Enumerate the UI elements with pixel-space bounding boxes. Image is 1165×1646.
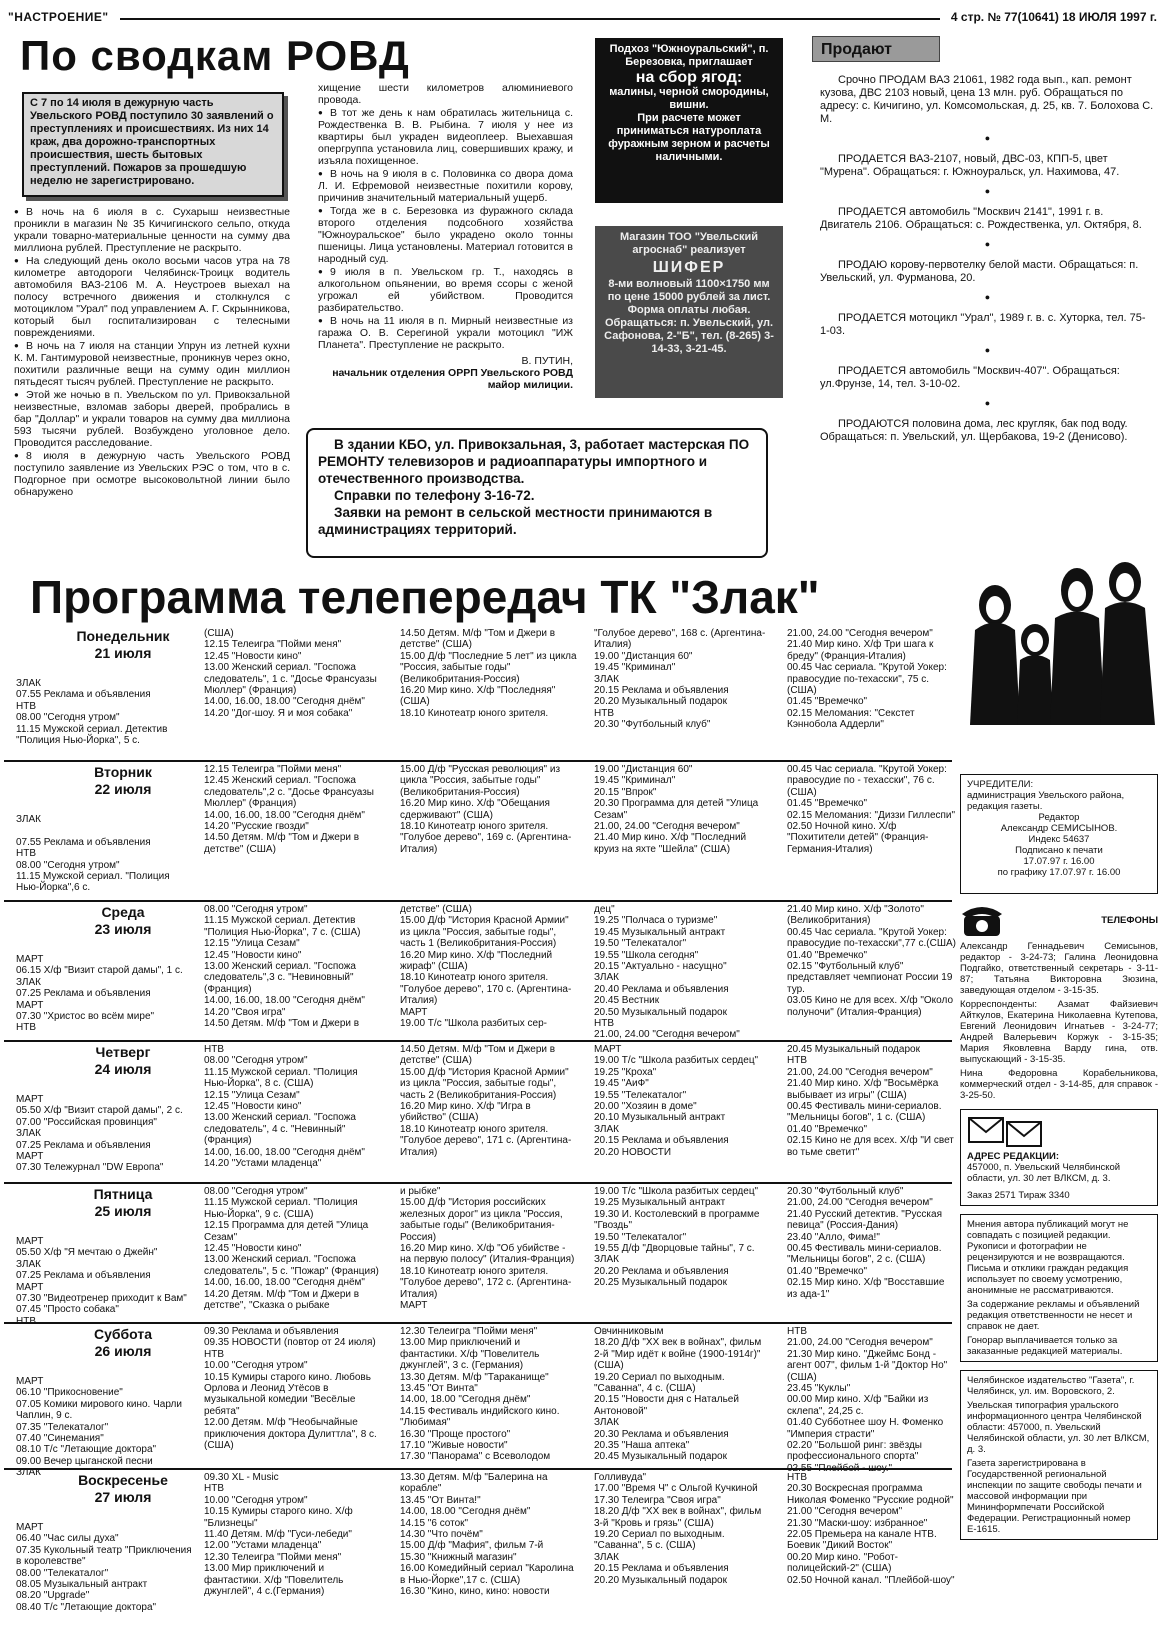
signed-label: Подписано к печати <box>1015 845 1103 856</box>
tv-listing-column <box>204 1326 382 1451</box>
tv-listing-text: 21.40 Мир кино. Х/ф "Золото" (Великобритания) 00.45 Час сериала. "Крутой Уокер: правосудие по-техасски",77 с.(США) 01.40 "Времечко" 02.15 "Футбольный клуб" представляет чемпионат России 19 тур. 03.05 Кино не для всех. Х/ф "Около полуночи" (Италия-Франция) <box>787 904 956 1018</box>
tv-day-row <box>4 626 952 758</box>
fee-note: Гонорар выплачивается только за заказанные редакцией материалы. <box>967 1335 1123 1357</box>
printer-text: Увельская типография уральского информационного центра Челябинской области: 457000, п. Увельский Челябинской области, ул. 30 лет ВЛКСМ, д. 3. <box>967 1400 1150 1455</box>
tv-day-heading <box>48 1044 198 1078</box>
tv-day-date: 21 июля <box>94 645 152 661</box>
sale-item: ПРОДАЕТСЯ ВАЗ-2107, новый, ДВС-03, КПП-5, цвет "Мурена". Обращаться: г. Южноуральск, ул. Нахимова, 47. <box>820 153 1120 178</box>
tv-listing-column <box>16 1094 194 1174</box>
tv-listing-text: НТВ 21.00, 24.00 "Сегодня вечером" 21.30 Мир кино. "Джеймс Бонд - агент 007", фильм 1-й "Доктор Но" (США) 23.45 "Куклы" 00.00 Мир кино. Х/ф "Байки из склепа", 24,25 с. 01.40 Субботнее шоу Н. Фоменко "Империя страсти" 02.20 "Большой ринг: звёзды профессионального спорта" 02.55 "Плейбой - шоу." <box>787 1326 948 1474</box>
rovd-lead: С 7 по 14 июля в дежурную часть Увельского РОВД поступило 30 заявлений о преступлениях и происшествиях. Из них 14 краж, два дорожно-транспортных происшествия, шесть бытовых преступлений. Пожаров за прошедшую неделю не зарегистрировано. <box>22 92 284 197</box>
tv-listing-column <box>400 764 578 855</box>
tv-day-date: 24 июля <box>94 1061 152 1077</box>
berries-ad <box>595 38 783 203</box>
ad-headline: ШИФЕР <box>652 259 726 276</box>
ad-phone: Справки по телефону 3-16-72. <box>334 488 535 503</box>
tv-day-heading <box>48 904 198 938</box>
publisher-text: Челябинское издательство "Газета", г. Челябинск, ул. им. Воровского, 2. <box>967 1375 1135 1397</box>
tv-listing-text: 08.00 "Сегодня утром" 11.15 Мужской сериал. "Полиция Нью-Йорка", 9 с. (США) 12.15 Программа для детей "Улица Сезам" 12.45 "Новости кино" 13.00 Женский сериал. "Госпожа следователь", 5 с. "Пожар" (Франция) 14.00, 16.00, 18.00 "Сегодня днём" 14.20 Детям. М/ф "Том и Джери в детстве", "Сказка о рыбаке <box>204 1186 379 1312</box>
editor-name: Александр СЕМИСЫНОВ. <box>1000 823 1118 834</box>
tv-listing-column <box>594 1186 772 1289</box>
tv-day-name: Среда <box>101 904 145 920</box>
sales-heading: Продают <box>812 36 940 62</box>
telephone-icon <box>960 902 1004 938</box>
tv-listing-column <box>204 1044 382 1169</box>
tv-day-heading <box>48 1326 198 1360</box>
tv-day-name: Понедельник <box>76 628 170 644</box>
tv-listing-text: НТВ 08.00 "Сегодня утром" 11.15 Мужской сериал. "Полиция Нью-Йорка", 8 с. (США) 12.15 "Улица Сезам" 12.45 "Новости кино" 13.00 Женский сериал. "Госпожа следователь", 4 с. "Невинный" (Франция) 14.00, 16.00, 18.00 "Сегодня днём" 14.20 "Устами младенца" <box>204 1044 365 1170</box>
tv-listing-text: МАРТ 06.40 "Час силы духа" 07.35 Кукольный театр "Приключения в королевстве" 08.00 "Телекаталог" 08.05 Музыкальный антракт 08.20 "Upgrade" 08.40 Т/с "Летающие доктора" <box>16 1522 192 1613</box>
tv-day-row <box>4 1040 952 1182</box>
tv-listing-column <box>400 628 578 719</box>
tv-listing-column <box>204 1472 382 1597</box>
tv-listing-text: МАРТ 05.50 Х/ф "Я мечтаю о Джейн" ЗЛАК 07.25 Реклама и объявления МАРТ 07.30 "Видеотренер приходит к Вам" 07.45 "Просто собака" НТВ <box>16 1236 187 1327</box>
ads-note: За содержание рекламы и объявлений редакция ответственности не несет и справок не дает. <box>967 1299 1140 1332</box>
rovd-column-1 <box>14 206 290 499</box>
tv-listing-column <box>16 1236 194 1327</box>
tv-day-row <box>4 900 956 1041</box>
separator-dot: ● <box>984 186 991 196</box>
tv-listing-text: 19.00 Т/с "Школа разбитых сердец" 19.25 Музыкальный антракт 19.30 И. Костолевский в программе "Гвоздь" 19.50 "Телекаталог" 19.55 Д/ф "Дворцовые тайны", 7 с. ЗЛАК 20.20 Реклама и объявления 20.25 Музыкальный подарок <box>594 1186 760 1289</box>
separator-dot: ● <box>984 239 991 249</box>
tv-listing-column <box>400 1472 578 1597</box>
tv-listing-column <box>787 628 957 731</box>
separator-dot: ● <box>984 398 991 408</box>
founders-text: администрация Увельского района, редакция газеты. <box>967 790 1125 812</box>
sale-item: Срочно ПРОДАМ ВАЗ 21061, 1982 года вып., кап. ремонт кузова, ДВС 2103 новый, цена 13 млн. руб. Обращаться по адресу: с. Кичигино, ул. Комсомольская, д. 25, кв. 7. Болохова С. М. <box>820 74 1154 125</box>
tv-day-date: 22 июля <box>94 781 152 797</box>
report-item: ● В ночь на 11 июля в п. Мирный неизвестные из гаража О. В. Серегиной украли мотоцикл "ИЖ Планета". Преступление не раскрыто. <box>318 315 573 351</box>
tv-listing-text: 08.00 "Сегодня утром" 11.15 Мужской сериал. Детектив "Полиция Нью-Йорка", 7 с. (США) 12.15 "Улица Сезам" 12.45 "Новости кино" 13.00 Женский сериал. "Госпожа следователь",3 с. "Невиновный" (Франция) 14.00, 16.00, 18.00 "Сегодня днём" 14.20 "Своя игра" 14.50 Детям. М/ф "Том и Джери в <box>204 904 365 1030</box>
rovd-column-2 <box>318 82 573 391</box>
tv-listing-text: 09.30 XL - Music НТВ 10.00 "Сегодня утром" 10.15 Кумиры старого кино. Х/ф "Близнецы" 11.40 Детям. М/ф "Гуси-лебеди" 12.00 "Устами младенца" 12.30 Телеигра "Пойми меня" 13.00 Мир приключений и фантастики. Х/ф "Повелитель джунглей", 4 с.(Германия) <box>204 1472 353 1598</box>
tv-listing-text: МАРТ 06.10 "Прикосновение" 07.05 Комики мирового кино. Чарли Чаплин, 9 с. 07.35 "Телекаталог" 07.40 "Синемания" 08.10 Т/с "Летающие доктора" 09.00 Вечер цыганской песни ЗЛАК <box>16 1376 182 1479</box>
tv-listing-text: Голливуда" 17.00 "Время Ч" с Ольгой Кучкиной 17.30 Телеигра "Своя игра" 18.20 Д/ф "ХХ век в войнах", фильм 3-й "Кровь и грязь" (США) 19.20 Сериал по выходным. "Саванна", 5 с. (США) ЗЛАК 20.15 Реклама и объявления 20.20 Музыкальный подарок <box>594 1472 762 1586</box>
founders-box <box>960 774 1158 894</box>
tv-listing-text: и рыбке" 15.00 Д/ф "История российских железных дорог" из цикла "Россия, забытые годы" (Великобритания-Россия) 16.20 Мир кино. Х/ф "Об убийстве - на первую полосу" (Италия-Франция) 18.10 Кинотеатр юного зрителя. "Голубое дерево", 172 с. (Аргентина-Италия) МАРТ <box>400 1186 575 1312</box>
tv-listing-column <box>787 1186 957 1300</box>
notes-box <box>960 1214 1158 1362</box>
tv-listing-column <box>594 628 772 731</box>
tv-listing-text: МАРТ 19.00 Т/с "Школа разбитых сердец" 19.25 "Кроха" 19.45 "АиФ" 19.55 "Телекаталог" 20.00 "Хозяин в доме" 20.10 Музыкальный антракт ЗЛАК 20.15 Реклама и объявления 20.20 НОВОСТИ <box>594 1044 759 1158</box>
sale-item: ПРОДАЕТСЯ автомобиль "Москвич-407". Обращаться: ул.Фрунзе, 14, тел. 3-10-02. <box>820 365 1120 390</box>
sale-item: ПРОДАЮ корову-первотелку белой масти. Обращаться: п. Увельский, ул. Фурманова, 20. <box>820 259 1139 284</box>
tv-listing-column <box>204 628 382 719</box>
ad-text: 8-ми волновый 1100×1750 мм по цене 15000 рублей за лист. Форма оплаты любая. Обращаться: п. Увельский, ул. Сафонова, 2-"Б", тел. (8-265) 3-14-33, 3-21-45. <box>604 278 774 355</box>
tv-listing-text: 13.30 Детям. М/ф "Балерина на корабле" 13.45 "От Винта!" 14.00, 18.00 "Сегодня днём" 14.15 "6 соток" 14.30 "Что почём" 15.00 Д/ф "Мафия", фильм 7-й 15.30 "Книжный магазин" 16.00 Комедийный сериал "Каролина в Нью-Йорке",17 с. (США) 16.30 "Кино, кино, кино: новости <box>400 1472 574 1598</box>
report-item: ● На следующий день около восьми часов утра на 78 километре автодороги Челябинск-Троицк водитель автомобиля ВАЗ-2106 М. А. Неустроев выехал на полосу встречного движения и столкнулся с мотоциклом "Урал" под управлением А. Г. Скрынникова, который был госпитализирован с телесными повреждениями. <box>14 255 290 339</box>
ad-text: Подхоз "Южноуральский", п. Березовка, приглашает <box>609 43 769 68</box>
tv-day-name: Пятница <box>93 1186 153 1202</box>
tv-listing-column <box>594 1326 772 1463</box>
report-item: ● В ночь на 9 июля в с. Половинка со двора дома Л. И. Ефремовой неизвестные похитили корову, причинив значительный материальный ущерб. <box>318 168 573 204</box>
ad-text: При расчете может приниматься натуроплата фуражным зерном и расчеты наличными. <box>608 112 770 163</box>
schedule-time: по графику 17.07.97 г. 16.00 <box>997 867 1121 878</box>
tv-listing-text: 12.30 Телеигра "Пойми меня" 13.00 Мир приключений и фантастики. Х/ф "Повелитель джунглей", 3 с. (Германия) 13.30 Детям. М/ф "Тараканище" 13.45 "От Винта" 14.00, 18.00 "Сегодня днём" 14.15 Фестиваль индийского кино. "Любимая" 16.30 "Проще простого" 17.10 "Живые новости" 17.30 "Панорама" с Всеволодом <box>400 1326 560 1463</box>
tv-day-heading <box>48 764 198 798</box>
separator-dot: ● <box>984 292 991 302</box>
rovd-title: По сводкам РОВД <box>20 32 410 79</box>
address-label: АДРЕС РЕДАКЦИИ: <box>967 1151 1060 1162</box>
tv-listing-text: детстве" (США) 15.00 Д/ф "История Красной Армии" из цикла "Россия, забытые годы", часть 1 (Великобритания-Россия) 16.20 Мир кино. Х/ф "Последний жираф" (США) 18.10 Кинотеатр юного зрителя. "Голубое дерево", 170 с. (Аргентина-Италия) МАРТ 19.00 Т/с "Школа разбитых сер- <box>400 904 572 1030</box>
tv-day-row <box>4 1182 952 1327</box>
tv-day-row <box>4 1322 952 1479</box>
ad-text: малины, черной смородины, вишни. <box>609 86 769 111</box>
imprint-sidebar <box>960 774 1158 1540</box>
tv-listing-text: Овчинниковым 18.20 Д/ф "ХХ век в войнах", фильм 2-й "Мир идёт к войне (1900-1914г)" (США) 19.20 Сериал по выходным. "Саванна", 4 с. (США) 20.15 "Новости дня с Натальей Антоновой" ЗЛАК 20.30 Реклама и объявления 20.35 "Наша аптека" 20.45 Музыкальный подарок <box>594 1326 762 1463</box>
separator-dot: ● <box>984 345 991 355</box>
address-text: 457000, п. Увельский Челябинской области, ул. 30 лет ВЛКСМ, д. 3. <box>967 1162 1121 1184</box>
tv-listing-text: МАРТ 06.15 Х/ф "Визит старой дамы", 1 с. ЗЛАК 07.25 Реклама и объявления МАРТ 07.30 "Христос во всём мире" НТВ <box>16 954 183 1034</box>
slate-ad <box>595 226 783 398</box>
sale-item: ПРОДАЮТСЯ половина дома, лес кругляк, бак под воду. Обращаться: п. Увельский, ул. Щербакова, 19-2 (Денисово). <box>820 418 1128 443</box>
tv-listing-column <box>594 764 772 855</box>
commercial-text: Нина Федоровна Корабельникова, коммерческий отдел - 3-14-85, для справок - 3-25-50. <box>960 1068 1158 1101</box>
tv-listing-column <box>787 904 957 1018</box>
tv-listing-column <box>16 1376 194 1479</box>
signature-title: начальник отделения ОРРП Увельского РОВД майор милиции. <box>332 367 573 391</box>
tv-day-name: Суббота <box>93 1326 153 1342</box>
tv-listing-text: НТВ 20.30 Воскресная программа Николая Фоменко "Русские родной" 21.00 "Сегодня вечером" 21.30 "Маски-шоу: избранное" 22.05 Премьера на канале НТВ. Боевик "Дикий Восток" 00.20 Мир кино. "Робот-полицейский-2" (США) 02.50 Ночной канал. "Плейбой-шоу" <box>787 1472 955 1586</box>
phones-header <box>960 902 1158 938</box>
tv-day-date: 23 июля <box>94 921 152 937</box>
disclaimer-text: Мнения автора публикаций могут не совпадать с позицией редакции. Рукописи и фотографии не рецензируются и не возвращаются. Письма и отклики граждан редакция использует по своему усмотрению, анонимные не рассматриваются. <box>967 1219 1129 1296</box>
tv-listing-text: "Голубое дерево", 168 с. (Аргентина-Италия) 19.00 "Дистанция 60" 19.45 "Криминал" ЗЛАК 20.15 Реклама и объявления 20.20 Музыкальный подарок НТВ 20.30 "Футбольный клуб" <box>594 628 766 731</box>
report-item: хищение шести километров алюминиевого провода. <box>318 82 573 106</box>
tv-listing-text: МАРТ 05.50 Х/ф "Визит старой дамы", 2 с. 07.00 "Российская провинция" ЗЛАК 07.25 Реклама и объявления МАРТ 07.30 Тележурнал "DW Европа" <box>16 1094 183 1174</box>
tv-day-name: Четверг <box>95 1044 151 1060</box>
tv-listing-column <box>787 1326 957 1474</box>
tv-day-date: 26 июля <box>94 1343 152 1359</box>
tv-listing-column <box>787 764 957 855</box>
report-item: ● 9 июля в п. Увельском гр. Т., находясь в алкогольном опьянении, во время ссоры с женой угрожал ей убийством. Проводится разбирательство. <box>318 266 573 314</box>
address-box <box>960 1109 1158 1206</box>
tv-listing-text: ЗЛАК 07.55 Реклама и объявления НТВ 08.00 "Сегодня утром" 11.15 Мужской сериал. "Полиция Нью-Йорка",6 с. <box>16 814 170 894</box>
tv-listing-text: 20.30 "Футбольный клуб" 21.00, 24.00 "Сегодня вечером" 21.40 Русский детектив. "Русская певица" (Россия-Дания) 23.40 "Алло, Фима!" 00.45 Фестиваль мини-сериалов. "Мельницы богов", 2 с. (США) 01.40 "Времечко" 02.15 Мир кино. Х/ф "Восставшие из ада-1" <box>787 1186 945 1300</box>
order-info: Заказ 2571 Тираж 3340 <box>967 1190 1070 1201</box>
tv-day-row <box>4 760 956 900</box>
sale-item: ПРОДАЕТСЯ автомобиль "Москвич 2141", 1991 г. в. Двигатель 2106. Обращаться: с. Рождественка, ул. Октября, 8. <box>820 206 1142 231</box>
tv-listing-text: 21.00, 24.00 "Сегодня вечером" 21.40 Мир кино. Х/ф Три шага к бреду" (Франция-Италия) 00.45 Час сериала. "Крутой Уокер: правосудие по-техасски", 75 с. (США) 01.45 "Времечко" 02.15 Меломания: "Секстет Кэннобола Аддерли" <box>787 628 947 731</box>
phones-text: Александр Геннадьевич Семисынов, редактор - 3-24-73; Галина Леонидовна Подгайко, ответственный секретарь - 3-11-87; Татьяна Викторовна Зюзина, заведующая отделом - 3-15-35. <box>960 941 1158 996</box>
report-item: ● 8 июля в дежурную часть Увельского РОВД поступило заявление из Увельских РЭС о том, что в с. Подгорное при осмотре высоковольтной линии было обнаружено <box>14 450 290 498</box>
tv-listing-text: 00.45 Час сериала. "Крутой Уокер: правосудие по - техасски", 76 с. (США) 01.45 "Времечко" 02.15 Меломания: "Диззи Гиллеспи" 02.50 Ночной кино. Х/ф "Похитители детей" (Франция-Германия-Италия) <box>787 764 956 855</box>
tv-listing-column <box>787 1472 957 1586</box>
phones-label: ТЕЛЕФОНЫ <box>1101 914 1158 926</box>
tv-listing-column <box>594 1044 772 1158</box>
header-rule <box>120 18 940 20</box>
tv-title: Программа телепередач ТК "Злак" <box>30 571 820 623</box>
tv-day-heading <box>48 1472 198 1506</box>
tv-listing-column <box>16 1522 194 1613</box>
tv-listing-text: (США) 12.15 Телеигра "Пойми меня" 12.45 "Новости кино" 13.00 Женский сериал. "Госпожа следователь", 1 с. "Досье Франсуазы Мюллер" (Франция) 14.00, 16.00, 18.00 "Сегодня днём" 14.20 "Дог-шоу. Я и моя собака" <box>204 628 377 719</box>
section-name: "НАСТРОЕНИЕ" <box>8 10 109 24</box>
sales-list <box>820 74 1155 447</box>
tv-listing-column <box>400 1186 578 1311</box>
tv-listing-column <box>594 1472 772 1586</box>
tv-listing-text: 20.45 Музыкальный подарок НТВ 21.00, 24.00 "Сегодня вечером" 21.40 Мир кино. Х/ф "Восьмёрка выбывает из игры" (США) 00.45 Фестиваль мини-сериалов. "Мельницы богов", 1 с. (США) 01.40 "Времечко" 02.15 Кино не для всех. Х/ф "И свет во тьме светит" <box>787 1044 954 1158</box>
tv-listing-text: 19.00 "Дистанция 60" 19.45 "Криминал" 20.15 "Впрок" 20.30 Программа для детей "Улица Сезам" 21.00, 24.00 "Сегодня вечером" 21.40 Мир кино. Х/ф "Последний круиз на яхте "Шейла" (США) <box>594 764 759 855</box>
signature-name: В. ПУТИН, <box>521 355 573 367</box>
tv-day-date: 25 июля <box>94 1203 152 1219</box>
report-item: ● В ночь на 7 июля на станции Упрун из летней кухни К. М. Гантимуровой неизвестные, проникнув через окно, похитили различные вещи на сумму один миллион пятьдесят тысяч рублей. Преступление не раскрыто. <box>14 340 290 388</box>
tv-listing-column <box>204 904 382 1029</box>
ad-text: Магазин ТОО "Увельский агроснаб" реализует <box>619 231 759 256</box>
tv-listing-column <box>400 904 578 1029</box>
tv-day-name: Вторник <box>94 764 152 780</box>
report-item: ● В ночь на 6 июля в с. Сухарыш неизвестные проникли в магазин № 35 Кичигинского сельпо, откуда украли товарно-материальные ценности на сумму два миллиона рублей. Преступление не раскрыто. <box>14 206 290 254</box>
signature <box>318 355 573 391</box>
tv-day-heading <box>48 1186 198 1220</box>
subscription-index: Индекс 54637 <box>1028 834 1090 845</box>
tv-day-row <box>4 1468 955 1644</box>
ad-headline: на сбор ягод: <box>635 69 743 86</box>
tv-listing-column <box>16 678 194 746</box>
correspondents-text: Корреспонденты: Азамат Файзиевич Айткулов, Екатерина Николаевна Кутепова, Евгений Леонидович Игнатьев - 3-24-77; Андрей Валерьевич Коржук - 3-15-35; Мария Яковлевна Варду гина, отв. выпускающий - 3-15-35. <box>960 999 1158 1065</box>
ad-text: В здании КБО, ул. Привокзальная, 3, работает мастерская ПО РЕМОНТУ телевизоров и радиоаппаратуры импортного и отечественного производства. <box>318 437 750 486</box>
ad-text: Заявки на ремонт в сельской местности принимаются в администрациях территорий. <box>318 505 713 537</box>
report-item: ● Тогда же в с. Березовка из фуражного склада второго отделения подсобного хозяйства "Южноуральское" было украдено около тонны пшеницы. Лица установлены. Материал готовится в народный суд. <box>318 205 573 265</box>
issue-info: 4 стр. № 77(10641) 18 ИЮЛЯ 1997 г. <box>950 10 1157 24</box>
registration-text: Газета зарегистрирована в Государственной региональной инспекции по защите свободы печати и массовой информации при Мининформпечати Российской Федерации. Регистрационный номер Е-1615. <box>967 1458 1142 1535</box>
tv-listing-column <box>16 814 194 894</box>
signed-time: 17.07.97 г. 16.00 <box>1023 856 1095 867</box>
tv-listing-text: 14.50 Детям. М/ф "Том и Джери в детстве" (США) 15.00 Д/ф "История Красной Армии" из цикла "Россия, забытые годы", часть 2 (Великобритания-Россия) 16.20 Мир кино. Х/ф "Игра в убийство" (США) 18.10 Кинотеатр юного зрителя. "Голубое дерево", 171 с. (Аргентина-Италия) <box>400 1044 572 1158</box>
founders-label: УЧРЕДИТЕЛИ: <box>967 779 1034 790</box>
tv-listing-text: 15.00 Д/ф "Русская революция" из цикла "Россия, забытые годы" (Великобритания-Россия) 16.20 Мир кино. Х/ф "Обещания сдерживают" (США) 18.10 Кинотеатр юного зрителя. "Голубое дерево", 169 с. (Аргентина-Италия) <box>400 764 572 855</box>
tv-day-date: 27 июля <box>94 1489 152 1505</box>
separator-dot: ● <box>984 133 991 143</box>
tv-listing-column <box>204 764 382 855</box>
report-item: ● В тот же день к нам обратилась жительница с. Рождественка В. В. Рыбина. 7 июля у нее из квартиры был украден видеоплеер. Выехавшая опергруппа установила лиц, совершивших кражу, и изъяла похищенное. <box>318 107 573 167</box>
tv-listing-column <box>594 904 772 1041</box>
repair-shop-ad <box>306 428 768 558</box>
tv-day-heading <box>48 628 198 662</box>
editor-label: Редактор <box>1038 812 1080 823</box>
sale-item: ПРОДАЕТСЯ мотоцикл "Урал", 1989 г. в. с. Хуторка, тел. 75-1-03. <box>820 312 1146 337</box>
tv-listing-text: 14.50 Детям. М/ф "Том и Джери в детстве" (США) 15.00 Д/ф "Последние 5 лет" из цикла "Россия, забытые годы" (Великобритания-Россия) 16.20 Мир кино. Х/ф "Последняя" (США) 18.10 Кинотеатр юного зрителя. <box>400 628 577 719</box>
tv-listing-text: 12.15 Телеигра "Пойми меня" 12.45 Женский сериал. "Госпожа следователь",2 с. "Досье Франсуазы Мюллер" (Франция) 14.00, 16.00, 18.00 "Сегодня днём" 14.20 "Русские гвозди" 14.50 Детям. М/ф "Том и Джери в детстве" (США) <box>204 764 374 855</box>
report-item: ● Этой же ночью в п. Увельском по ул. Привокзальной неизвестные, взломав заборы дверей, пробрались в бар "Доллар" и украли товаров на сумму два миллиона 593 тысячи рублей. Возбуждено уголовное дело. Проводится расследование. <box>14 389 290 449</box>
tv-listing-column <box>400 1326 578 1463</box>
tv-listing-text: ЗЛАК 07.55 Реклама и объявления НТВ 08.00 "Сегодня утром" 11.15 Мужской сериал. Детектив "Полиция Нью-Йорка", 5 с. <box>16 678 168 747</box>
tv-day-name: Воскресенье <box>78 1472 168 1488</box>
tv-listing-column <box>787 1044 957 1158</box>
family-cartoon-illustration <box>965 560 1160 730</box>
tv-listing-column <box>16 954 194 1034</box>
publisher-box <box>960 1370 1158 1540</box>
tv-listing-text: 09.30 Реклама и объявления 09.35 НОВОСТИ (повтор от 24 июля) НТВ 10.00 "Сегодня утром" 10.15 Кумиры старого кино. Любовь Орлова и Леонид Утёсов в музыкальной комедии "Весёлые ребята" 12.00 Детям. М/ф "Необычайные приключения доктора Дулиттла", 8 с. (США) <box>204 1326 377 1452</box>
tv-listing-text: дец" 19.25 "Полчаса о туризме" 19.45 Музыкальный антракт 19.50 "Телекаталог" 19.55 "Школа сегодня" 20.15 "Актуально - насущно" ЗЛАК 20.40 Реклама и объявления 20.45 Вестник 20.50 Музыкальный подарок НТВ 21.00, 24.00 "Сегодня вечером" <box>594 904 740 1041</box>
tv-listing-column <box>400 1044 578 1158</box>
tv-listing-column <box>204 1186 382 1311</box>
envelope-icon <box>967 1114 1047 1148</box>
